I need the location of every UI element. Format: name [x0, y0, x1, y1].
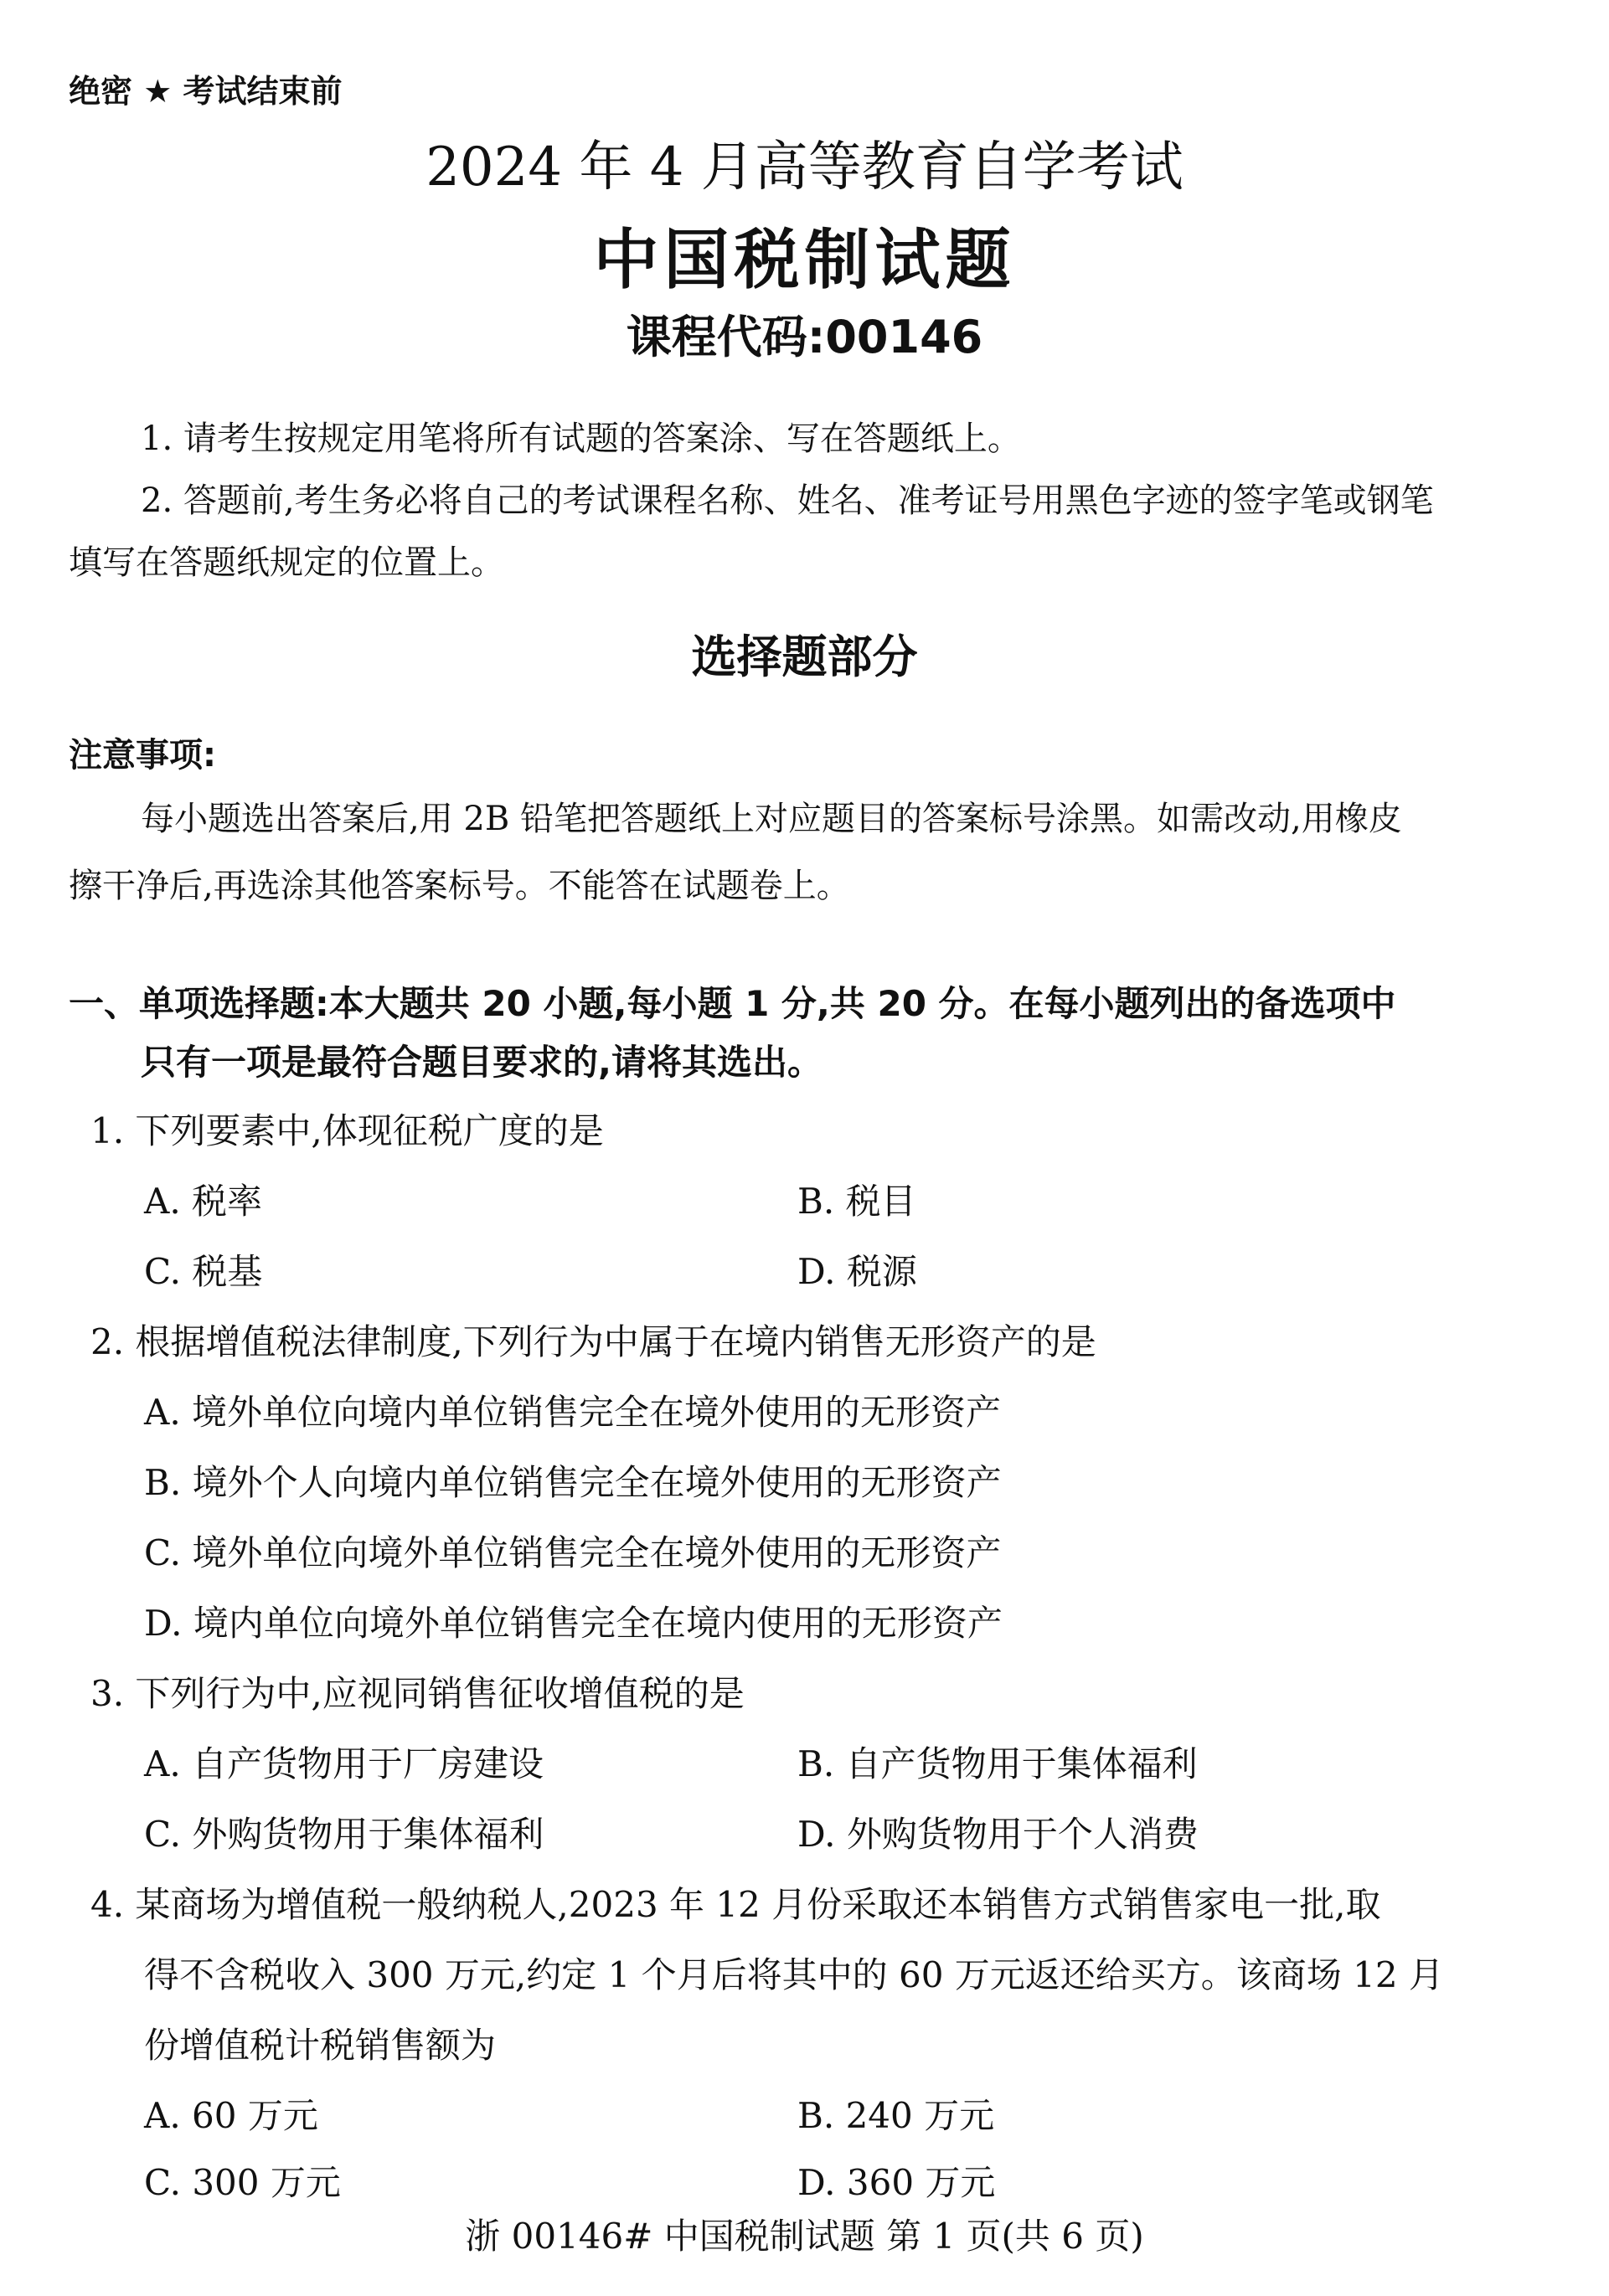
instruction-1: 1. 请考生按规定用笔将所有试题的答案涂、写在答题纸上。: [141, 420, 1021, 458]
part-one-heading: 一、单项选择题:本大题共 20 小题,每小题 1 分,共 20 分。在每小题列出的备选项中: [69, 983, 1396, 1024]
question-2-option-a: A. 境外单位向境内单位销售完全在境外使用的无形资产: [144, 1392, 1002, 1433]
question-3-stem: 3. 下列行为中,应视同销售征收增值税的是: [90, 1673, 745, 1714]
notice-line-1: 每小题选出答案后,用 2B 铅笔把答题纸上对应题目的答案标号涂黑。如需改动,用橡皮: [141, 800, 1402, 838]
question-1-option-a: A. 税率: [144, 1181, 263, 1222]
question-2-option-b: B. 境外个人向境内单位销售完全在境外使用的无形资产: [144, 1462, 1002, 1503]
question-3-option-a: A. 自产货物用于厂房建设: [144, 1743, 544, 1784]
question-2-option-d: D. 境内单位向境外单位销售完全在境内使用的无形资产: [144, 1603, 1003, 1644]
question-4-stem: 4. 某商场为增值税一般纳税人,2023 年 12 月份采取还本销售方式销售家电一批,取: [90, 1884, 1381, 1925]
course-code: 课程代码:00146: [626, 311, 983, 363]
page-footer: 浙 00146# 中国税制试题 第 1 页(共 6 页): [465, 2216, 1144, 2257]
question-4-option-a: A. 60 万元: [144, 2095, 318, 2136]
question-2-stem: 2. 根据增值税法律制度,下列行为中属于在境内销售无形资产的是: [90, 1321, 1096, 1362]
notice-line-2: 擦干净后,再选涂其他答案标号。不能答在试题卷上。: [69, 867, 850, 905]
question-4-option-d: D. 360 万元: [797, 2162, 996, 2203]
question-4-stem-cont-2: 份增值税计税销售额为: [144, 2025, 497, 2066]
section-title: 选择题部分: [691, 631, 918, 683]
question-2-option-c: C. 境外单位向境外单位销售完全在境外使用的无形资产: [144, 1532, 1002, 1573]
question-1-option-b: B. 税目: [797, 1181, 916, 1222]
question-4-option-b: B. 240 万元: [797, 2095, 995, 2136]
notice-label: 注意事项:: [69, 736, 216, 775]
question-3-option-d: D. 外购货物用于个人消费: [797, 1814, 1199, 1855]
confidential-mark: 绝密 ★ 考试结束前: [69, 73, 343, 110]
question-4-option-c: C. 300 万元: [144, 2162, 341, 2203]
paper-title: 中国税制试题: [593, 223, 1016, 298]
exam-title: 2024 年 4 月高等教育自学考试: [425, 136, 1184, 198]
question-3-option-b: B. 自产货物用于集体福利: [797, 1743, 1198, 1784]
question-1-option-c: C. 税基: [144, 1251, 263, 1292]
question-4-stem-cont-1: 得不含税收入 300 万元,约定 1 个月后将其中的 60 万元返还给买方。该商场 12 月: [144, 1954, 1444, 1995]
question-1-option-d: D. 税源: [797, 1251, 917, 1292]
instruction-2-cont: 填写在答题纸规定的位置上。: [69, 543, 504, 582]
part-one-heading-cont: 只有一项是最符合题目要求的,请将其选出。: [141, 1042, 823, 1083]
instruction-2: 2. 答题前,考生务必将自己的考试课程名称、姓名、准考证号用黑色字迹的签字笔或钢笔: [141, 481, 1434, 520]
question-3-option-c: C. 外购货物用于集体福利: [144, 1814, 544, 1855]
question-1-stem: 1. 下列要素中,体现征税广度的是: [90, 1110, 604, 1151]
